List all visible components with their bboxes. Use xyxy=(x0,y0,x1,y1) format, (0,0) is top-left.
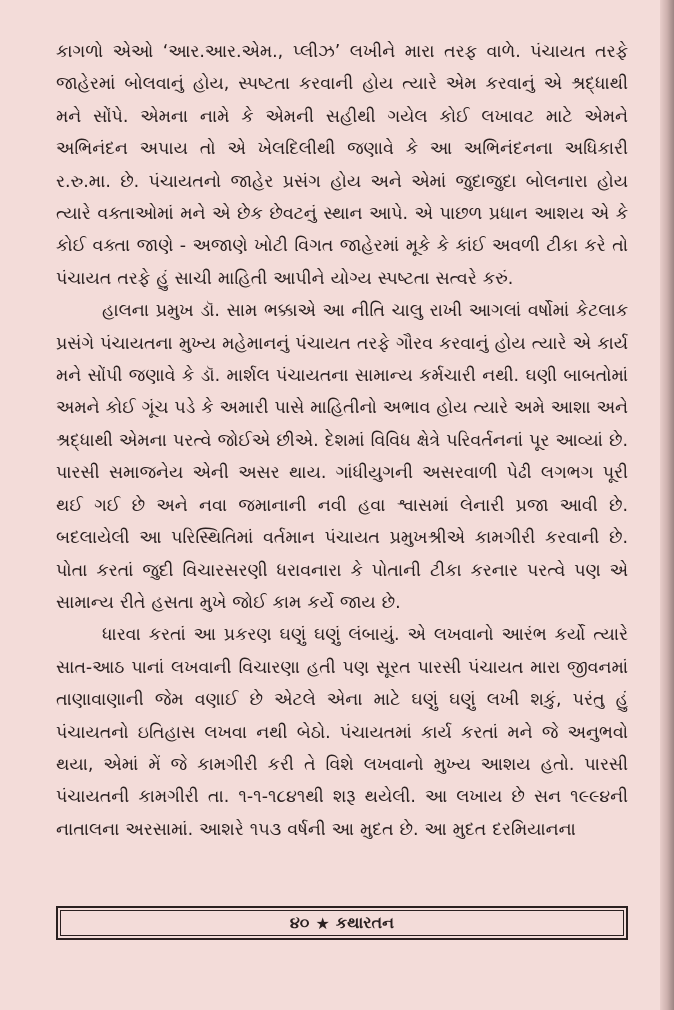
book-title: કથારતન xyxy=(335,913,395,932)
paragraph-2: હાલના પ્રમુખ ડૉ. સામ ભક્કાએ આ નીતિ ચાલુ રાખી આગલાં વર્ષોમાં કેટલાક પ્રસંગે પંચાયતના મુખ્ય મહેમાનનું પંચાયત તરફે ગૌરવ કરવાનું હોય ત્યારે એ કાર્ય મને સોંપી જણાવે કે ડૉ. માર્શલ પંચાયતના સામાન્ય કર્મચારી નથી. ઘણી બાબતોમાં અમને કોઈ ગૂંચ પડે કે અમારી પાસે માહિતીનો અભાવ હોય ત્યારે અમે આશા અને શ્રદ્ધાથી એમના પરત્વે જોઈએ છીએ. દેશમાં વિવિધ ક્ષેત્રે પરિવર્તનનાં પૂર આવ્યાં છે. પારસી સમાજનેય એની અસર થાય. ગાંધીયુગની અસરવાળી પેઢી લગભગ પૂરી થઈ ગઈ છે અને નવા જમાનાની નવી હવા શ્વાસમાં લેનારી પ્રજા આવી છે. બદલાયેલી આ પરિસ્થિતિમાં વર્તમાન પંચાયત પ્રમુખશ્રીએ કામગીરી કરવાની છે. પોતા કરતાં જુદી વિચારસરણી ધરાવનારા કે પોતાની ટીકા કરનાર પરત્વે પણ એ સામાન્ય રીતે હસતા મુખે જોઈ કામ કર્યે જાય છે. xyxy=(56,301,628,613)
star-icon: ★ xyxy=(315,913,330,933)
page-number: ૪૦ xyxy=(289,913,310,932)
page-footer xyxy=(56,906,628,940)
footer-inner-frame xyxy=(60,910,624,936)
page-edge-shadow xyxy=(660,0,674,1010)
body-text xyxy=(56,36,628,846)
paragraph-3: ધારવા કરતાં આ પ્રકરણ ઘણું ઘણું લંબાયું. એ લખવાનો આરંભ કર્યો ત્યારે સાત-આઠ પાનાં લખવાની વિચારણા હતી પણ સૂરત પારસી પંચાયત મારા જીવનમાં તાણાવાણાની જેમ વણાઈ છે એટલે એના માટે ઘણું ઘણું લખી શકું, પરંતુ હું પંચાયતનો ઇતિહાસ લખવા નથી બેઠો. પંચાયતમાં કાર્ય કરતાં મને જે અનુભવો થયા, એમાં મેં જે કામગીરી કરી તે વિશે લખવાનો મુખ્ય આશય હતો. પારસી પંચાયતની કામગીરી તા. ૧-૧-૧૮૪૧થી શરૂ થયેલી. આ લખાય છે સન ૧૯૯૪ની નાતાલના અરસામાં. આશરે ૧૫૩ વર્ષની આ મુદત છે. આ મુદત દરમિયાનના xyxy=(56,625,628,840)
paragraph-1: કાગળો એઓ ‘આર.આર.એમ., પ્લીઝ’ લખીને મારા તરફ વાળે. પંચાયત તરફે જાહેરમાં બોલવાનું હોય, સ્પષ્ટતા કરવાની હોય ત્યારે એમ કરવાનું એ શ્રદ્ધાથી મને સોંપે. એમના નામે કે એમની સહીથી ગયેલ કોઈ લખાવટ માટે એમને અભિનંદન અપાય તો એ ખેલદિલીથી જણાવે કે આ અભિનંદનના અધિકારી ર.રુ.મા. છે. પંચાયતનો જાહેર પ્રસંગ હોય અને એમાં જુદાજુદા બોલનારા હોય ત્યારે વક્તાઓમાં મને એ છેક છેવટનું સ્થાન આપે. એ પાછળ પ્રધાન આશય એ કે કોઈ વક્તા જાણે - અજાણે ખોટી વિગત જાહેરમાં મૂકે કે કાંઈ અવળી ટીકા કરે તો પંચાયત તરફે હું સાચી માહિતી આપીને યોગ્ય સ્પષ્ટતા સત્વરે કરું. xyxy=(56,42,628,289)
